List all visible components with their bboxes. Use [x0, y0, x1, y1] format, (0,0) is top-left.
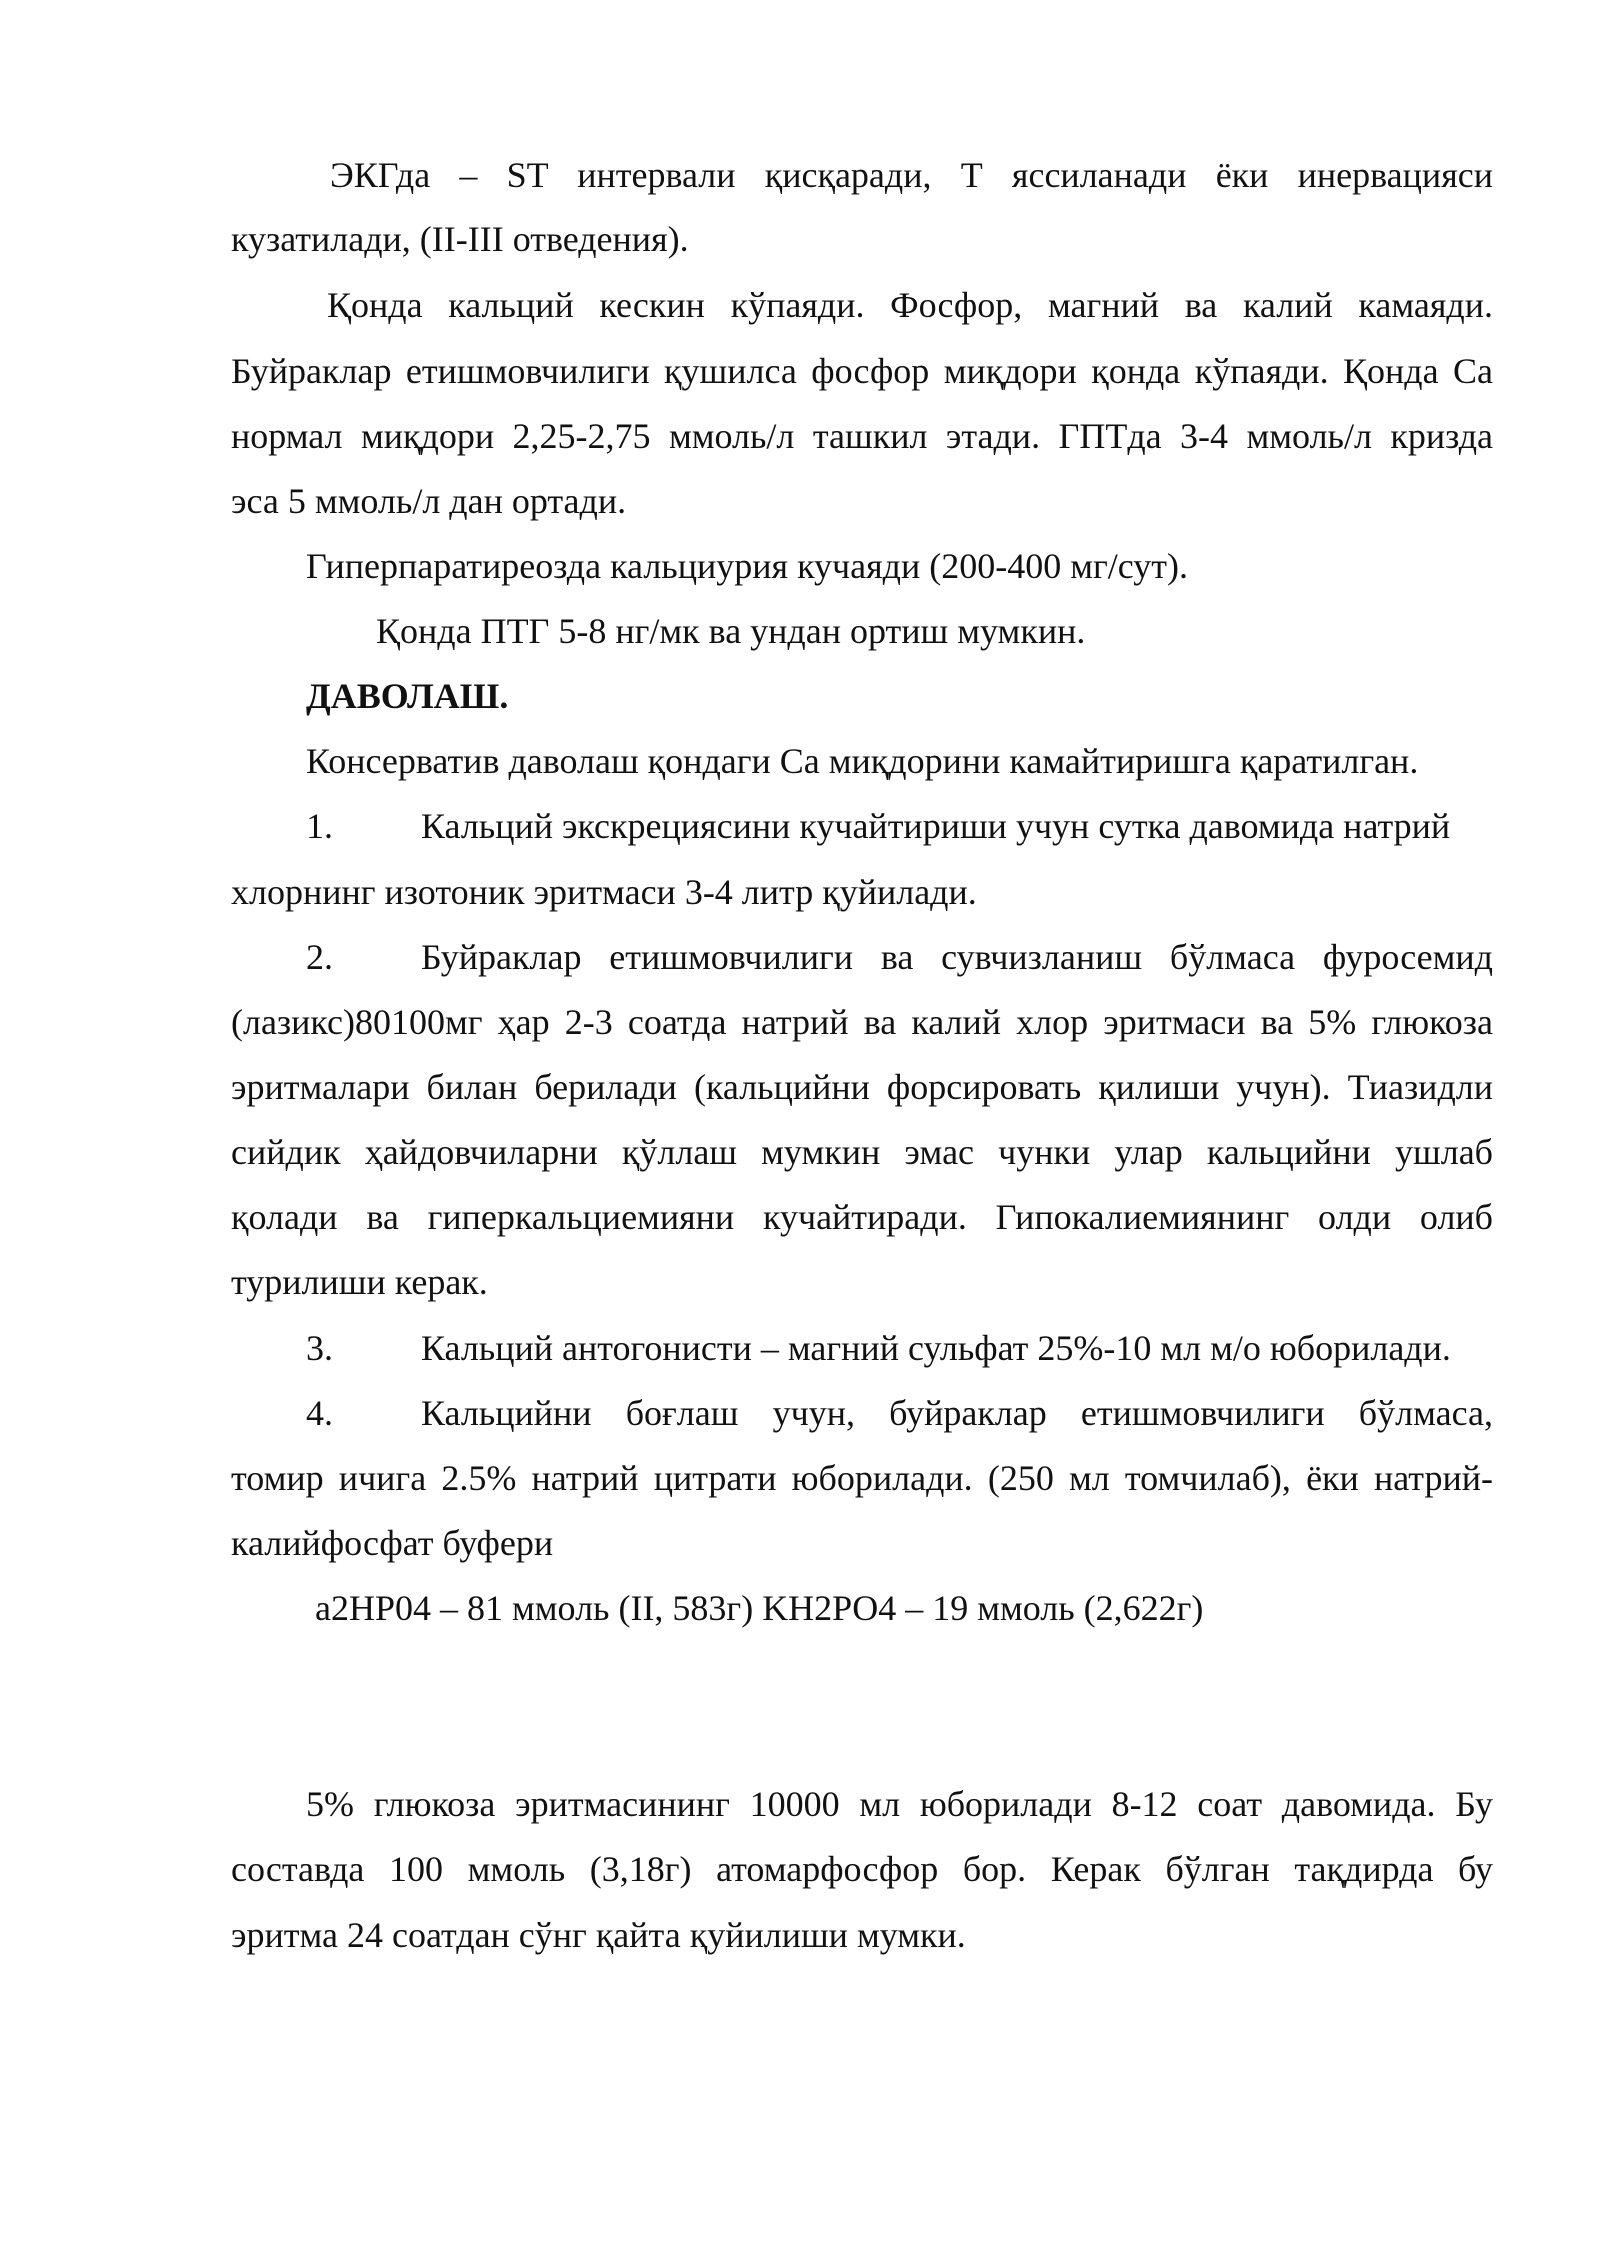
list-item-2-continuation: эритмалари билан берилади (кальцийни форсировать қилиши учун). Тиазидли — [231, 1067, 1493, 1107]
list-item-text: Кальций экскрециясини кучайтириши учун сутка давомида натрий — [421, 806, 1451, 846]
list-item-2-continuation: турилиши керак. — [231, 1262, 488, 1302]
list-number: 1. — [306, 806, 333, 846]
list-item-2-continuation: (лазикс)80100мг ҳар 2-3 соатда натрий ва калий хлор эритмаси ва 5% глюкоза — [231, 1002, 1493, 1042]
calcium-line-3: нормал миқдори 2,25-2,75 ммоль/л ташкил этади. ГПТда 3-4 ммоль/л кризда — [231, 416, 1493, 456]
calcium-line-1: Қонда кальций кескин кўпаяди. Фосфор, магний ва калий камаяди. — [327, 285, 1493, 325]
ptg-line: Қонда ПТГ 5-8 нг/мк ва ундан ортиш мумкин. — [376, 611, 1086, 651]
treatment-intro: Консерватив даволаш қондаги Са миқдорини камайтиришга қаратилган. — [306, 741, 1419, 781]
glucose-line-3: эритма 24 соатдан сўнг қайта қуйилиши мумки. — [231, 1915, 966, 1955]
ecg-line-1: ЭКГда – ST интервали қисқаради, Т яссиланади ёки инервацияси — [330, 155, 1493, 195]
list-item-3 — [306, 1328, 1510, 1368]
list-item-2-continuation: қолади ва гиперкальциемияни кучайтиради. Гипокалиемиянинг олди олиб — [231, 1197, 1493, 1237]
list-item-4 — [306, 1393, 1493, 1433]
treatment-heading: ДАВОЛАШ. — [306, 676, 509, 716]
calcium-line-2: Буйраклар етишмовчилиги қушилса фосфор миқдори қонда кўпаяди. Қонда Са — [231, 351, 1493, 391]
buffer-formula: a2HP04 – 81 ммоль (II, 583г) KH2PO4 – 19 ммоль (2,622г) — [315, 1588, 1204, 1628]
list-item-text: Кальций антогонисти – магний сульфат 25%-10 мл м/о юборилади. — [421, 1328, 1451, 1368]
list-item-2 — [306, 937, 1493, 977]
calciuria-line: Гиперпаратиреозда кальциурия кучаяди (200-400 мг/сут). — [306, 546, 1189, 586]
list-item-1 — [306, 806, 1510, 846]
list-item-2-continuation: сийдик ҳайдовчиларни қўллаш мумкин эмас чунки улар кальцийни ушлаб — [231, 1132, 1493, 1172]
glucose-line-1: 5% глюкоза эритмасининг 10000 мл юборилади 8-12 соат давомида. Бу — [306, 1784, 1493, 1824]
calcium-line-4: эса 5 ммоль/л дан ортади. — [231, 481, 627, 521]
list-item-text: Буйраклар етишмовчилиги ва сувчизланиш бўлмаса фуросемид — [421, 937, 1493, 977]
list-number: 2. — [306, 937, 333, 977]
list-item-4-continuation: томир ичига 2.5% натрий цитрати юборилади. (250 мл томчилаб), ёки натрий- — [231, 1458, 1493, 1498]
list-number: 3. — [306, 1328, 333, 1368]
list-item-1-continuation: хлорнинг изотоник эритмаси 3-4 литр қуйилади. — [231, 872, 977, 912]
ecg-line-2: кузатилади, (II-III отведения). — [231, 219, 689, 259]
glucose-line-2: составда 100 ммоль (3,18г) атомарфосфор бор. Керак бўлган тақдирда бу — [231, 1849, 1493, 1889]
list-item-text: Кальцийни боғлаш учун, буйраклар етишмовчилиги бўлмаса, — [421, 1393, 1493, 1433]
list-item-4-continuation: калийфосфат буфери — [231, 1523, 554, 1563]
list-number: 4. — [306, 1393, 333, 1433]
